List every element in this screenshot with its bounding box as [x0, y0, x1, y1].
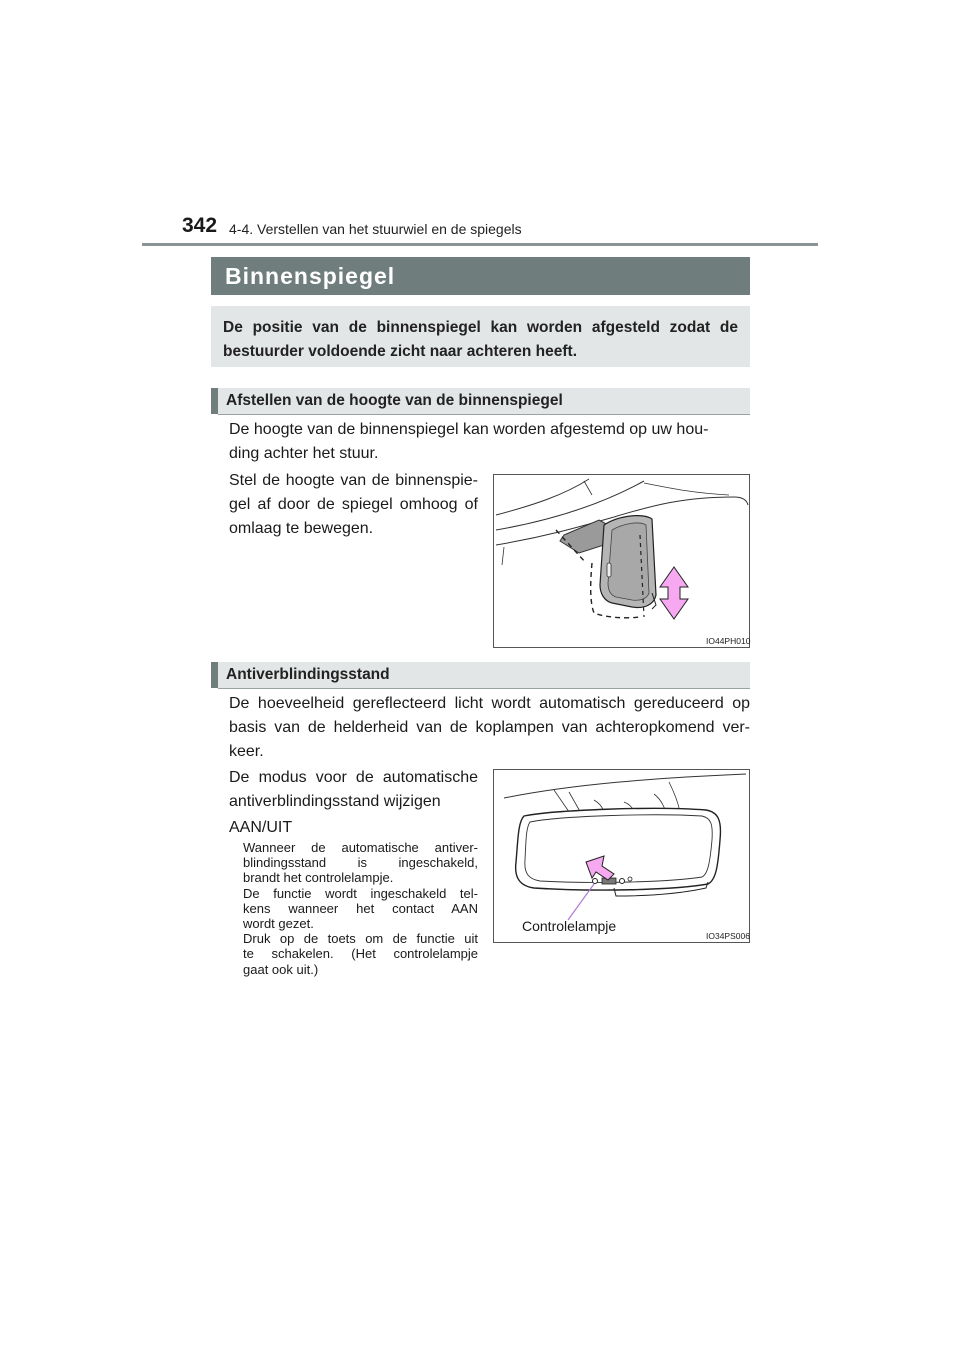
- note-line: Druk op de toets om de functie uit: [243, 931, 478, 947]
- instruction-line: AAN/UIT: [229, 819, 293, 836]
- note-line: brandt het controlelampje.: [243, 870, 394, 886]
- note-line: blindingsstand is ingeschakeld,: [243, 855, 478, 871]
- height-adjust-figure: [493, 474, 750, 648]
- instruction-line: Stel de hoogte van de binnenspie-: [229, 472, 478, 489]
- note-line: wordt gezet.: [243, 916, 314, 932]
- controlelampje-label: Controlelampje: [522, 918, 617, 934]
- paragraph-line: De hoeveelheid gereflecteerd licht wordt automatisch gereduceerd op: [229, 695, 750, 712]
- anti-glare-note: [243, 840, 478, 977]
- note-line: te schakelen. (Het controlelampje: [243, 946, 478, 962]
- instruction-line: antiverblindingsstand wijzigen: [229, 793, 441, 810]
- paragraph-line: basis van de helderheid van de koplampen van achteropkomend ver-: [229, 719, 750, 736]
- figure-code: IO34PS006: [706, 931, 750, 941]
- anti-glare-heading: Antiverblindingsstand: [211, 662, 750, 688]
- note-line: De functie wordt ingeschakeld tel-: [243, 885, 478, 901]
- mirror-front-illustration: [494, 770, 749, 942]
- intro-box: De positie van de binnenspiegel kan worden afgesteld zodat de bestuurder voldoende zicht naar achteren heeft.: [211, 306, 750, 367]
- paragraph-line: ding achter het stuur.: [229, 445, 379, 462]
- running-header: 4-4. Verstellen van het stuurwiel en de spiegels: [229, 221, 522, 237]
- note-line: kens wanneer het contact AAN: [243, 900, 478, 916]
- page-number: 342: [182, 214, 218, 237]
- note-line: Wanneer de automatische antiver-: [243, 840, 478, 855]
- section-title: Binnenspiegel: [211, 257, 750, 295]
- note-line: gaat ook uit.): [243, 961, 319, 977]
- figure-code: IO44PH010: [706, 636, 751, 646]
- instruction-line: omlaag te bewegen.: [229, 520, 374, 537]
- paragraph-line: De hoogte van de binnenspiegel kan worden afgestemd op uw hou-: [229, 421, 709, 438]
- height-adjust-paragraph: [229, 418, 750, 466]
- header-rule: [142, 243, 818, 246]
- mirror-side-illustration: [494, 475, 749, 647]
- paragraph-line: keer.: [229, 743, 264, 760]
- instruction-line: De modus voor de automatische: [229, 769, 478, 786]
- height-adjust-instruction: [229, 469, 478, 541]
- height-adjust-heading: Afstellen van de hoogte van de binnenspiegel: [211, 388, 750, 414]
- instruction-line: gel af door de spiegel omhoog of: [229, 496, 478, 513]
- up-down-arrow: [660, 567, 688, 619]
- anti-glare-paragraph: [229, 692, 750, 764]
- anti-glare-instruction: [229, 766, 478, 840]
- anti-glare-figure: [493, 769, 750, 943]
